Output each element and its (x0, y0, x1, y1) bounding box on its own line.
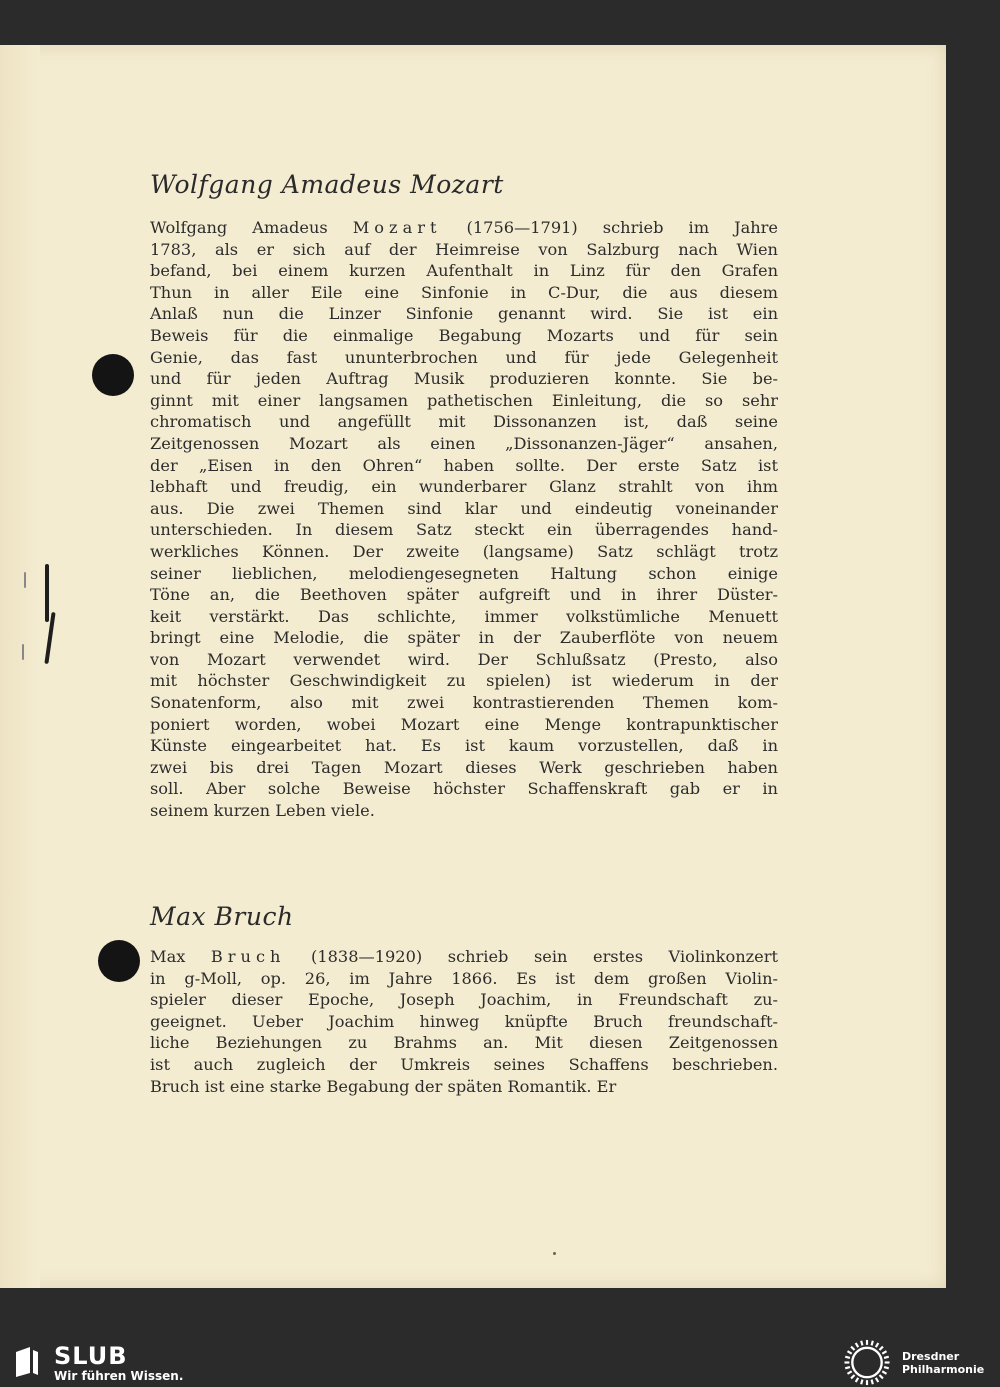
philharmonie-logo-icon (842, 1338, 892, 1387)
section-body-mozart (150, 217, 778, 822)
page-fold-edge (0, 45, 40, 1288)
text-line: der „Eisen in den Ohren“ haben sollte. Der erste Satz ist (150, 455, 778, 475)
text-line: Anlaß nun die Linzer Sinfonie genannt wird. Sie ist ein (150, 304, 778, 324)
text-line: Thun in aller Eile eine Sinfonie in C-Dur, die aus diesem (150, 282, 778, 302)
text-line: Bruch ist eine starke Begabung der späten Romantik. Er (150, 1076, 617, 1096)
text-line: von Mozart verwendet wird. Der Schlußsatz (Presto, also (150, 649, 778, 669)
section-body-bruch (150, 946, 778, 1097)
text-line: chromatisch und angefüllt mit Dissonanzen ist, daß seine (150, 412, 778, 432)
partner-name (902, 1350, 984, 1376)
text-line: und für jeden Auftrag Musik produzieren konnte. Sie be- (150, 369, 778, 389)
text-line: Genie, das fast ununterbrochen und für jede Gelegenheit (150, 347, 778, 367)
text-line: 1783, als er sich auf der Heimreise von Salzburg nach Wien (150, 239, 778, 259)
text-line: liche Beziehungen zu Brahms an. Mit diesen Zeitgenossen (150, 1033, 778, 1053)
text-line: Töne an, die Beethoven später aufgreift und in ihrer Düster- (150, 585, 778, 605)
text-line: ginnt mit einer langsamen pathetischen Einleitung, die so sehr (150, 390, 778, 410)
text-line: unterschieden. In diesem Satz steckt ein überragendes hand- (150, 520, 778, 540)
text-line: keit verstärkt. Das schlichte, immer volkstümliche Menuett (150, 606, 778, 626)
staple-mark-upper (45, 564, 49, 622)
text-line: Max Bruch (1838—1920) schrieb sein erstes Violinkonzert (150, 947, 778, 966)
library-tagline: Wir führen Wissen. (54, 1369, 184, 1383)
text-line: soll. Aber solche Beweise höchster Schaffenskraft gab er in (150, 779, 778, 799)
footer-bar (0, 1338, 1000, 1387)
text-line: bringt eine Melodie, die später in der Zauberflöte von neuem (150, 628, 778, 648)
text-line: Wolfgang Amadeus Mozart (1756—1791) schrieb im Jahre (150, 218, 778, 237)
section-heading-mozart: Wolfgang Amadeus Mozart (150, 170, 504, 199)
text-line: Sonatenform, also mit zwei kontrastierenden Themen kom- (150, 693, 778, 713)
text-line: seiner lieblichen, melodiengesegneten Haltung schon einige (150, 563, 778, 583)
text-line: werkliches Können. Der zweite (langsame) Satz schlägt trotz (150, 541, 778, 561)
text-line: aus. Die zwei Themen sind klar und eindeutig voneinander (150, 498, 778, 518)
partner-name-line2: Philharmonie (902, 1363, 985, 1376)
punch-hole-top (92, 354, 134, 396)
text-line: spieler dieser Epoche, Joseph Joachim, in Freundschaft zu- (150, 990, 778, 1010)
paper-speck (553, 1252, 556, 1255)
text-line: in g-Moll, op. 26, im Jahre 1866. Es ist dem großen Violin- (150, 968, 778, 988)
spaced-name: Bruch (210, 947, 286, 966)
text-line: geeignet. Ueber Joachim hinweg knüpfte Bruch freundschaft- (150, 1011, 778, 1031)
text-line: seinem kurzen Leben viele. (150, 801, 375, 821)
spaced-name: Mozart (352, 218, 442, 237)
text-line: Zeitgenossen Mozart als einen „Dissonanzen-Jäger“ ansahen, (150, 433, 778, 453)
text-line: zwei bis drei Tagen Mozart dieses Werk geschrieben haben (150, 757, 778, 777)
staple-mark-left-2 (22, 644, 24, 660)
text-line: poniert worden, wobei Mozart eine Menge kontrapunktischer (150, 714, 778, 734)
slub-logo-icon (14, 1346, 40, 1378)
punch-hole-bottom (98, 940, 140, 982)
text-line: ist auch zugleich der Umkreis seines Schaffens beschrieben. (150, 1054, 778, 1074)
text-line: Künste eingearbeitet hat. Es ist kaum vorzustellen, daß in (150, 736, 778, 756)
text-line: lebhaft und freudig, ein wunderbarer Glanz strahlt von ihm (150, 477, 778, 497)
text-line: befand, bei einem kurzen Aufenthalt in Linz für den Grafen (150, 261, 778, 281)
library-name: SLUB (54, 1342, 128, 1370)
partner-name-line1: Dresdner (902, 1350, 960, 1363)
section-heading-bruch: Max Bruch (150, 902, 294, 931)
staple-mark-left (24, 572, 26, 588)
text-line: mit höchster Geschwindigkeit zu spielen) ist wiederum in der (150, 671, 778, 691)
text-line: Beweis für die einmalige Begabung Mozarts und für sein (150, 325, 778, 345)
